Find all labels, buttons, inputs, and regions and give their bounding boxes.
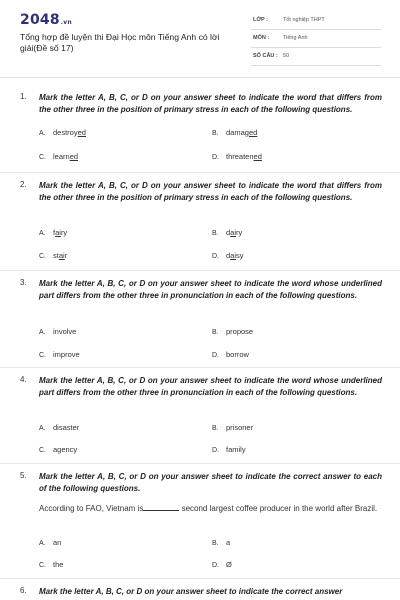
word-part: sy	[236, 251, 244, 260]
answer-blank	[143, 503, 179, 511]
option-letter: D.	[212, 447, 219, 454]
option-letter: D.	[212, 352, 219, 359]
option-letter: B.	[212, 230, 219, 237]
option-letter: B.	[212, 425, 219, 432]
option-letter: C.	[39, 562, 46, 569]
option-word	[53, 251, 67, 260]
option-word: propose	[226, 327, 254, 336]
meta-label: SỐ CÂU :	[253, 53, 278, 59]
option-c[interactable]	[39, 251, 67, 260]
word-part: damag	[226, 128, 249, 137]
meta-value: 50	[283, 53, 290, 59]
logo-tld: .vn	[60, 19, 72, 26]
option-word: the	[53, 560, 64, 569]
option-d[interactable]	[212, 152, 262, 161]
option-c[interactable]	[39, 445, 77, 454]
option-word: involve	[53, 327, 77, 336]
option-b[interactable]	[212, 228, 242, 237]
word-part: d	[226, 228, 231, 237]
meta-row-subject	[251, 32, 381, 48]
option-word: an	[53, 538, 62, 547]
option-word: Ø	[226, 560, 232, 569]
option-word: prisoner	[226, 423, 254, 432]
meta-value: Tiếng Anh	[283, 35, 308, 41]
underlined-part: ed	[69, 152, 79, 161]
question-instruction: Mark the letter A, B, C, or D on your answer sheet to indicate the word whose underlined part differs from the other three in pronunciation in each of the following questions.	[39, 376, 382, 397]
option-letter: B.	[212, 540, 219, 547]
underlined-part: ai	[55, 228, 61, 237]
question-instruction: Mark the letter A, B, C, or D on your answer sheet to indicate the correct answer to each of the following questions.	[39, 472, 382, 493]
word-part: ry	[236, 228, 243, 237]
option-b[interactable]	[212, 327, 253, 336]
question-sentence	[39, 503, 382, 515]
option-letter: B.	[212, 130, 219, 137]
question-number: 4.	[20, 375, 27, 384]
option-letter: A.	[39, 540, 46, 547]
option-word	[53, 228, 67, 237]
question-number: 5.	[20, 471, 27, 480]
word-part: learn	[53, 152, 70, 161]
option-letter: A.	[39, 425, 46, 432]
document-header	[0, 0, 400, 78]
option-word	[53, 128, 86, 137]
option-letter: D.	[212, 253, 219, 260]
word-part: destroy	[53, 128, 78, 137]
underlined-part: ed	[248, 128, 258, 137]
divider	[0, 367, 400, 368]
option-c[interactable]	[39, 560, 63, 569]
option-word: borrow	[226, 350, 249, 359]
option-word	[226, 251, 244, 260]
word-part: st	[53, 251, 59, 260]
option-d[interactable]	[212, 560, 232, 569]
option-word: agency	[53, 445, 78, 454]
meta-label: MÔN :	[253, 35, 270, 41]
option-letter: C.	[39, 253, 46, 260]
option-letter: A.	[39, 130, 46, 137]
option-a[interactable]	[39, 327, 76, 336]
divider	[0, 270, 400, 271]
option-letter: D.	[212, 562, 219, 569]
meta-label: LỚP :	[253, 17, 268, 23]
question-instruction: Mark the letter A, B, C, or D on your answer sheet to indicate the word that differs from the other three in the position of primary stress in each of the following questions.	[39, 181, 382, 202]
option-a[interactable]	[39, 423, 79, 432]
option-b[interactable]	[212, 128, 257, 137]
option-letter: A.	[39, 329, 46, 336]
logo-main: 2048	[20, 12, 60, 28]
word-part: f	[53, 228, 56, 237]
question-instruction: Mark the letter A, B, C, or D on your answer sheet to indicate the word whose underlined part differs from the other three in pronunciation in each of the following questions.	[39, 279, 382, 300]
question-number: 2.	[20, 180, 27, 189]
meta-row-class	[251, 14, 381, 30]
option-word: disaster	[53, 423, 80, 432]
meta-value: Tốt nghiệp THPT	[283, 17, 325, 23]
site-logo[interactable]	[20, 12, 72, 28]
option-word: a	[226, 538, 231, 547]
option-b[interactable]	[212, 423, 253, 432]
question-instruction: Mark the letter A, B, C, or D on your answer sheet to indicate the correct answer	[39, 587, 343, 596]
option-letter: C.	[39, 154, 46, 161]
word-part: threaten	[226, 152, 254, 161]
option-word	[53, 152, 78, 161]
divider	[0, 578, 400, 579]
option-letter: A.	[39, 230, 46, 237]
option-a[interactable]	[39, 228, 67, 237]
option-d[interactable]	[212, 350, 249, 359]
option-a[interactable]	[39, 128, 86, 137]
underlined-part: ai	[230, 228, 237, 237]
option-letter: B.	[212, 329, 219, 336]
option-b[interactable]	[212, 538, 230, 547]
underlined-part: ed	[253, 152, 262, 161]
document-title: Tổng hợp đề luyện thi Đại Học môn Tiếng Anh có lời giải(Đề số 17)	[20, 32, 220, 53]
question-number: 6.	[20, 586, 27, 595]
option-letter: C.	[39, 352, 46, 359]
option-letter: D.	[212, 154, 219, 161]
word-part: r	[64, 251, 68, 260]
option-letter: C.	[39, 447, 46, 454]
divider	[0, 463, 400, 464]
option-c[interactable]	[39, 350, 80, 359]
underlined-part: ai	[58, 251, 65, 260]
option-word	[226, 128, 257, 137]
option-word: family	[226, 445, 246, 454]
option-d[interactable]	[212, 445, 246, 454]
underlined-part: ai	[230, 251, 237, 260]
underlined-part: ed	[77, 128, 86, 137]
meta-row-count	[251, 50, 381, 66]
divider	[0, 172, 400, 173]
sentence-after: second largest coffee producer in the world after Brazil.	[181, 504, 378, 513]
question-instruction: Mark the letter A, B, C, or D on your answer sheet to indicate the word that differs from the other three in the position of primary stress in each of the following questions.	[39, 93, 382, 114]
word-part: ry	[60, 228, 68, 237]
meta-info	[251, 14, 381, 68]
option-a[interactable]	[39, 538, 61, 547]
word-part: d	[226, 251, 231, 260]
question-number: 3.	[20, 278, 27, 287]
option-c[interactable]	[39, 152, 78, 161]
option-word	[226, 152, 262, 161]
question-number: 1.	[20, 92, 27, 101]
option-word	[226, 228, 242, 237]
sentence-before: According to FAO, Vietnam is	[39, 504, 144, 513]
option-d[interactable]	[212, 251, 244, 260]
option-word: improve	[53, 350, 80, 359]
